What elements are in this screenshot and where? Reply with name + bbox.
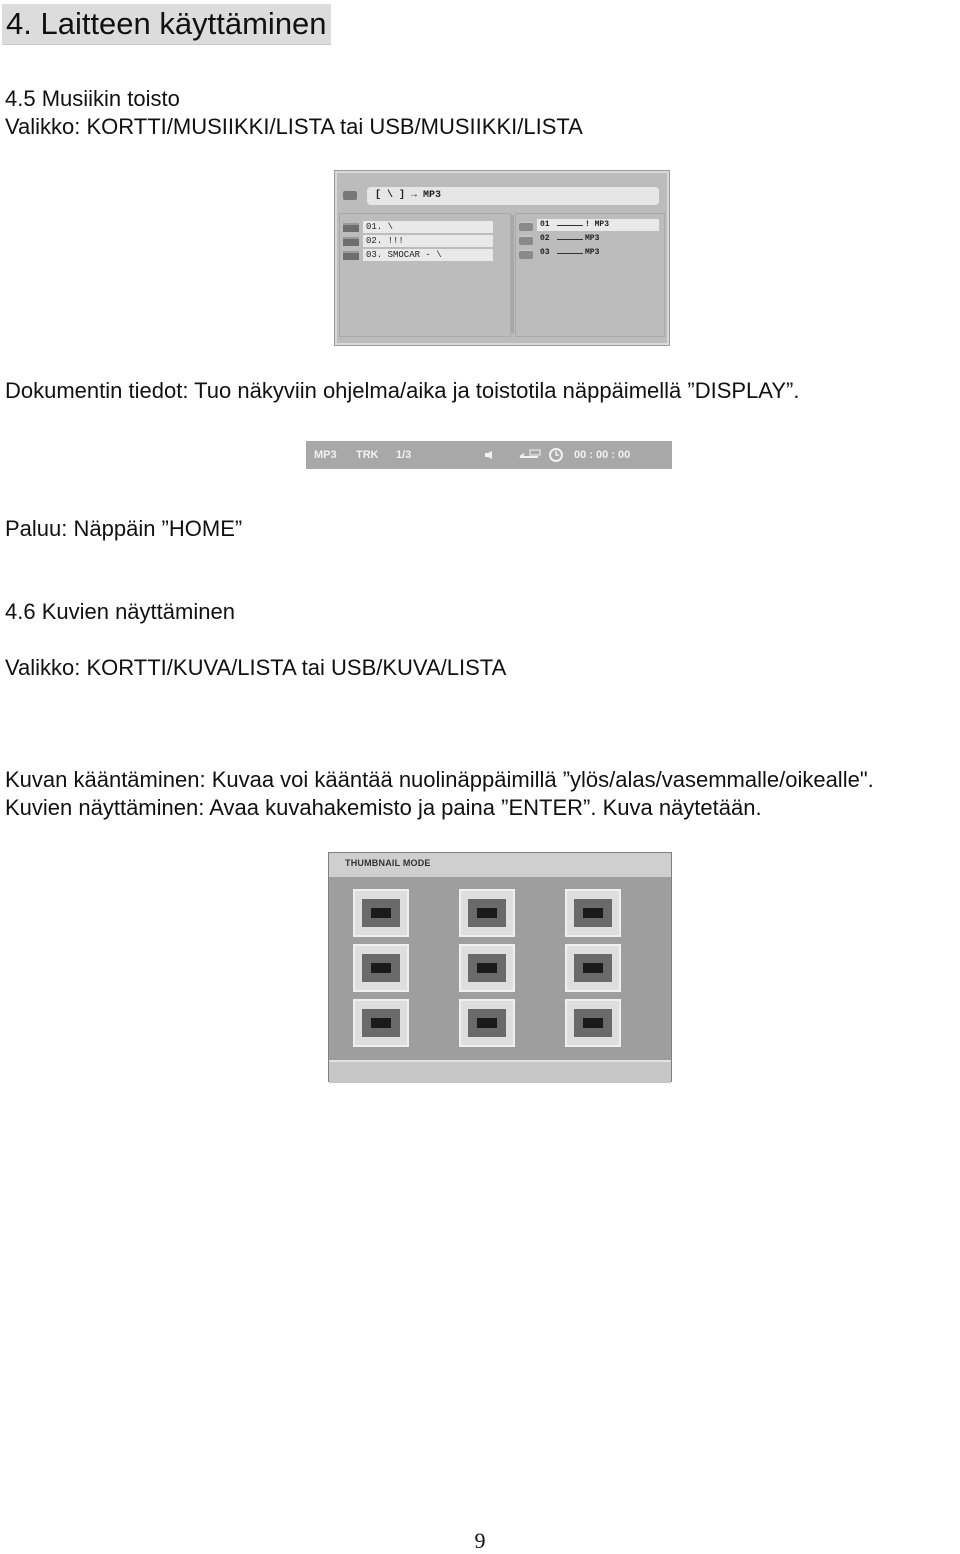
show-instruction: Kuvien näyttäminen: Avaa kuvahakemisto ja paina ”ENTER”. Kuva näytetään. [5,795,762,820]
track-row [537,219,659,231]
thumbnail-tile [565,999,621,1047]
thumbnail-tile [353,944,409,992]
format-label: MP3 [314,449,337,461]
track-label: TRK [356,449,379,461]
folder-row: 01. \ [363,221,493,233]
picture-menu-path: Valikko: KORTTI/KUVA/LISTA tai USB/KUVA/LISTA [5,655,507,680]
thumbnail-tile [353,889,409,937]
pane-divider [511,215,514,333]
rotate-instruction: Kuvan kääntäminen: Kuvaa voi kääntää nuolinäppäimillä ”ylös/alas/vasemmalle/oikealle". [5,767,874,792]
folder-row: 03. SMOCAR - \ [363,249,493,261]
music-menu-path: Valikko: KORTTI/MUSIIKKI/LISTA tai USB/MUSIIKKI/LISTA [5,114,583,139]
track-counter: 1/3 [396,449,412,461]
clock-icon [548,447,564,463]
thumbnail-tile [459,999,515,1047]
thumbnail-tile [459,889,515,937]
track-number: 02 [540,234,550,243]
music-file-icon [519,235,533,245]
track-row [537,233,659,245]
folder-row: 02. !!! [363,235,493,247]
chapter-heading: 4. Laitteen käyttäminen [2,4,331,45]
track-name: MP3 [585,234,600,243]
speaker-icon [485,451,495,459]
elapsed-time: 00 : 00 : 00 [574,449,631,461]
repeat-icon [518,449,542,461]
music-file-icon [519,221,533,231]
section-title-pictures: 4.6 Kuvien näyttäminen [5,599,235,624]
track-line [557,253,583,254]
thumbnail-tile [565,889,621,937]
track-name: MP3 [585,248,600,257]
folder-icon [343,223,359,232]
playback-info-bar [306,441,672,469]
folder-icon [343,251,359,260]
track-pane [515,213,665,337]
display-info-text: Dokumentin tiedot: Tuo näkyviin ohjelma/aika ja toistotila näppäimellä ”DISPLAY”. [5,378,800,403]
section-title-music: 4.5 Musiikin toisto [5,86,180,111]
thumbnail-tile [459,944,515,992]
folder-icon [343,237,359,246]
thumbnail-tile [353,999,409,1047]
back-instruction: Paluu: Näppäin ”HOME” [5,516,243,541]
back-icon [343,191,357,200]
track-line [557,239,583,240]
thumbnail-footer [329,1060,671,1083]
music-browser-screenshot [334,170,670,346]
track-name: ! MP3 [585,220,610,229]
track-row [537,247,659,259]
track-number: 01 [540,220,550,229]
thumbnail-tile [565,944,621,992]
thumbnail-mode-title: THUMBNAIL MODE [345,858,431,868]
path-bar: [ \ ] → MP3 [367,187,659,205]
track-number: 03 [540,248,550,257]
track-line [557,225,583,226]
page-number: 9 [474,1528,486,1553]
music-file-icon [519,249,533,259]
thumbnail-mode-screenshot [328,852,672,1082]
